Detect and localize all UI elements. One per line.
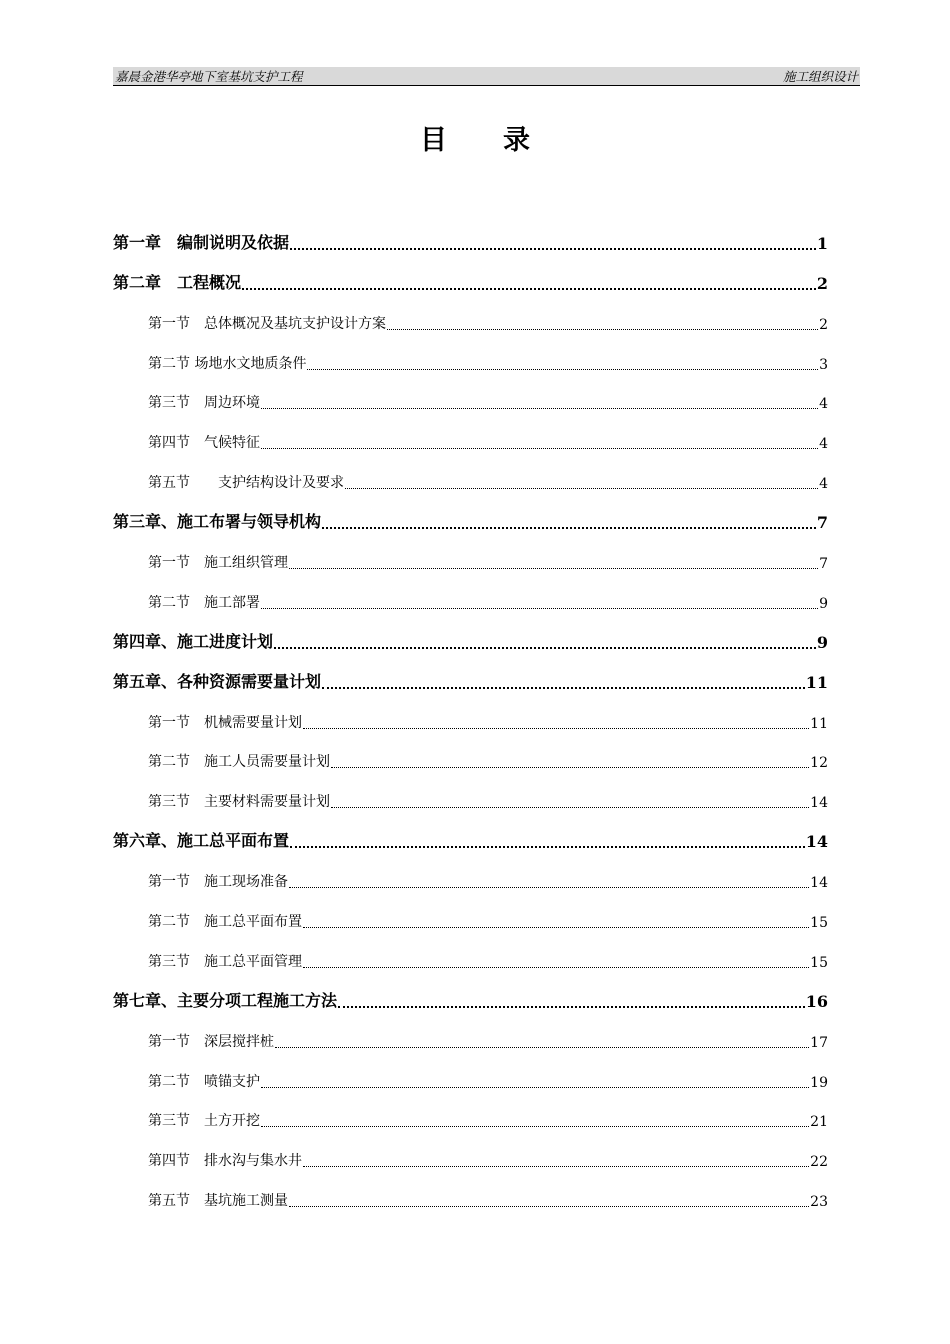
toc-entry-label: 第三节 周边环境: [148, 395, 260, 412]
toc-entry-label: 第四章、施工进度计划: [113, 631, 274, 651]
toc-leader-dots: [303, 1165, 809, 1167]
toc-leader-dots: [275, 1046, 809, 1048]
toc-section-entry[interactable]: [113, 860, 828, 900]
toc-entry-label: 第三章、施工布署与领导机构: [113, 512, 322, 532]
toc-entry-page-number: 2: [816, 273, 828, 293]
toc-section-entry[interactable]: [113, 900, 828, 940]
toc-entry-page-number: 16: [805, 991, 828, 1011]
toc-entry-page-number: 2: [819, 316, 828, 333]
toc-chapter-entry[interactable]: [113, 661, 828, 701]
toc-entry-page-number: 14: [810, 795, 828, 812]
toc-section-entry[interactable]: [113, 302, 828, 342]
toc-section-entry[interactable]: [113, 1100, 828, 1140]
toc-entry-label: 第四节 气候特征: [148, 435, 260, 452]
toc-leader-dots: [303, 727, 809, 729]
toc-leader-dots: [274, 646, 816, 649]
header-document-type: 施工组织设计: [782, 69, 858, 84]
toc-entry-page-number: 7: [816, 513, 828, 533]
toc-entry-page-number: 4: [819, 436, 828, 453]
toc-entry-label: 第二节 喷锚支护: [148, 1073, 260, 1090]
toc-leader-dots: [307, 368, 818, 370]
toc-chapter-entry[interactable]: [113, 980, 828, 1020]
toc-leader-dots: [261, 607, 818, 609]
toc-section-entry[interactable]: [113, 342, 828, 382]
toc-entry-page-number: 19: [810, 1074, 828, 1091]
toc-chapter-entry[interactable]: [113, 621, 828, 661]
toc-section-entry[interactable]: [113, 1179, 828, 1219]
toc-section-entry[interactable]: [113, 581, 828, 621]
toc-entry-page-number: 12: [810, 755, 828, 772]
toc-leader-dots: [331, 806, 809, 808]
toc-entry-label: 第五节 基坑施工测量: [148, 1193, 288, 1210]
toc-entry-page-number: 11: [810, 715, 828, 732]
toc-section-entry[interactable]: [113, 940, 828, 980]
toc-entry-label: 第二节 场地水文地质条件: [148, 355, 307, 372]
toc-entry-label: 第一节 施工组织管理: [148, 555, 288, 572]
toc-leader-dots: [322, 526, 816, 529]
toc-entry-label: 第一节 深层搅拌桩: [148, 1033, 274, 1050]
toc-entry-page-number: 4: [819, 396, 828, 413]
toc-leader-dots: [289, 886, 809, 888]
toc-entry-page-number: 15: [810, 954, 828, 971]
toc-entry-label: 第三节 施工总平面管理: [148, 953, 302, 970]
toc-leader-dots: [322, 686, 805, 689]
toc-leader-dots: [289, 1205, 809, 1207]
toc-chapter-entry[interactable]: [113, 501, 828, 541]
toc-leader-dots: [290, 845, 805, 848]
toc-section-entry[interactable]: [113, 1020, 828, 1060]
toc-section-entry[interactable]: [113, 541, 828, 581]
toc-entry-label: 第一节 总体概况及基坑支护设计方案: [148, 315, 386, 332]
toc-entry-page-number: 14: [810, 875, 828, 892]
toc-leader-dots: [261, 1086, 809, 1088]
toc-entry-page-number: 9: [816, 632, 828, 652]
toc-entry-page-number: 7: [819, 556, 828, 573]
toc-entry-label: 第二章 工程概况: [113, 272, 242, 292]
toc-section-entry[interactable]: [113, 1139, 828, 1179]
toc-leader-dots: [303, 926, 809, 928]
toc-entry-page-number: 17: [810, 1034, 828, 1051]
header-project-name: 嘉晨金港华亭地下室基坑支护工程: [115, 69, 303, 84]
toc-chapter-entry[interactable]: [113, 820, 828, 860]
toc-leader-dots: [303, 966, 809, 968]
toc-entry-page-number: 1: [816, 233, 828, 253]
toc-entry-page-number: 9: [819, 595, 828, 612]
page-header: [113, 67, 860, 86]
toc-entry-label: 第一节 施工现场准备: [148, 874, 288, 891]
toc-section-entry[interactable]: [113, 741, 828, 781]
toc-entry-page-number: 3: [819, 356, 828, 373]
toc-section-entry[interactable]: [113, 382, 828, 422]
toc-entry-label: 第一章 编制说明及依据: [113, 232, 290, 252]
toc-entry-page-number: 11: [805, 672, 828, 692]
toc-entry-page-number: 4: [819, 476, 828, 493]
toc-entry-page-number: 21: [810, 1114, 828, 1131]
table-of-contents: [113, 222, 828, 1219]
toc-section-entry[interactable]: [113, 701, 828, 741]
toc-entry-page-number: 14: [805, 832, 828, 852]
toc-chapter-entry[interactable]: [113, 222, 828, 262]
toc-chapter-entry[interactable]: [113, 262, 828, 302]
toc-entry-label: 第一节 机械需要量计划: [148, 714, 302, 731]
toc-leader-dots: [331, 766, 809, 768]
toc-leader-dots: [387, 328, 818, 330]
toc-leader-dots: [242, 287, 816, 290]
toc-section-entry[interactable]: [113, 461, 828, 501]
toc-entry-label: 第二节 施工总平面布置: [148, 914, 302, 931]
toc-entry-label: 第五章、各种资源需要量计划: [113, 671, 322, 691]
toc-entry-label: 第二节 施工人员需要量计划: [148, 754, 330, 771]
toc-leader-dots: [338, 1005, 805, 1008]
toc-section-entry[interactable]: [113, 1060, 828, 1100]
toc-leader-dots: [261, 1125, 809, 1127]
toc-leader-dots: [345, 487, 818, 489]
toc-leader-dots: [261, 447, 818, 449]
toc-entry-label: 第三节 主要材料需要量计划: [148, 794, 330, 811]
toc-entry-label: 第五节 支护结构设计及要求: [148, 475, 344, 492]
toc-entry-label: 第四节 排水沟与集水井: [148, 1153, 302, 1170]
toc-entry-label: 第六章、施工总平面布置: [113, 831, 290, 851]
toc-entry-label: 第二节 施工部署: [148, 594, 260, 611]
toc-leader-dots: [261, 407, 818, 409]
toc-entry-page-number: 23: [810, 1194, 828, 1211]
toc-entry-page-number: 15: [810, 915, 828, 932]
toc-section-entry[interactable]: [113, 780, 828, 820]
toc-leader-dots: [289, 567, 818, 569]
toc-entry-label: 第七章、主要分项工程施工方法: [113, 990, 338, 1010]
toc-entry-label: 第三节 土方开挖: [148, 1113, 260, 1130]
toc-entry-page-number: 22: [810, 1154, 828, 1171]
toc-leader-dots: [290, 247, 816, 250]
page-title: 目录: [420, 125, 586, 156]
toc-section-entry[interactable]: [113, 421, 828, 461]
